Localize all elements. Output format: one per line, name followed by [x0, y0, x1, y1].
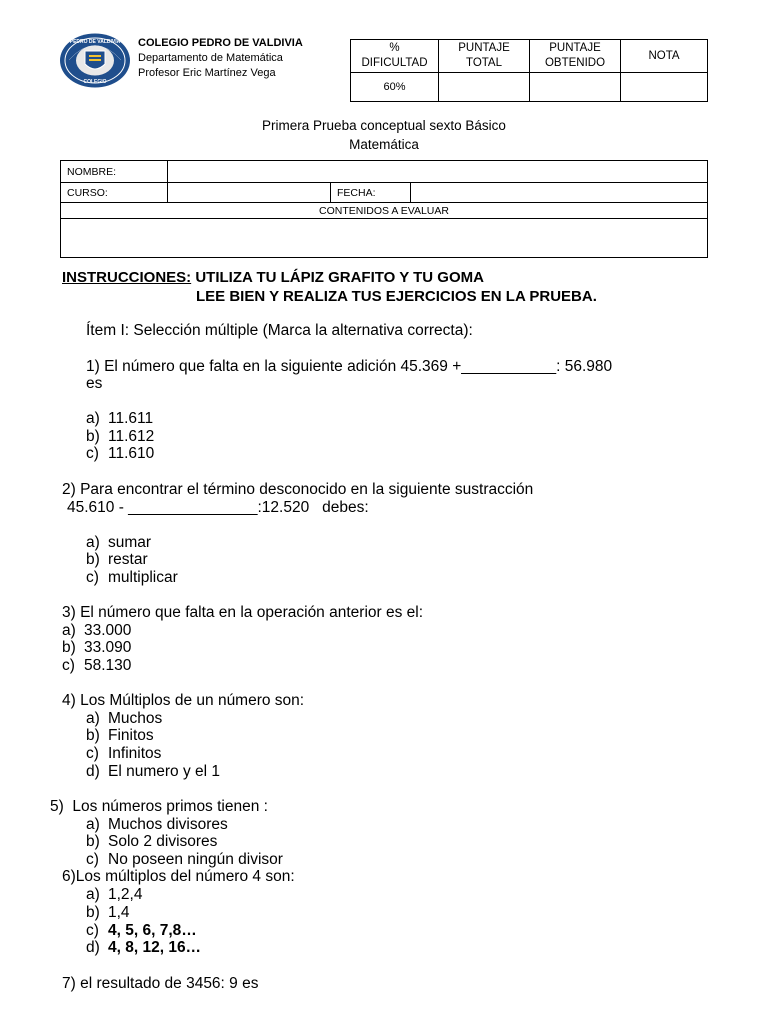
school-name: COLEGIO PEDRO DE VALDIVIA — [138, 37, 303, 49]
instructions-line1 — [62, 269, 484, 287]
q1-option-c[interactable] — [86, 445, 154, 463]
option-letter: a) — [86, 710, 100, 727]
option-letter: a) — [86, 816, 100, 833]
option-letter: a) — [86, 410, 100, 427]
total-score-cell[interactable] — [439, 73, 530, 102]
option-text: 11.610 — [108, 445, 155, 462]
instructions-label: INSTRUCCIONES: — [62, 269, 192, 286]
option-text: Muchos divisores — [108, 816, 228, 833]
option-letter: c) — [86, 569, 99, 586]
q4-option-c[interactable] — [86, 745, 161, 763]
q6-option-b[interactable] — [86, 904, 130, 922]
q6-option-c[interactable] — [86, 922, 197, 940]
option-text: Infinitos — [108, 745, 162, 762]
student-info-table — [60, 160, 708, 258]
option-text: 11.612 — [108, 428, 155, 445]
logo-text-bottom: COLEGIO — [83, 79, 107, 85]
difficulty-value: 60% — [351, 73, 439, 102]
option-text: restar — [108, 551, 148, 568]
option-text: Muchos — [108, 710, 163, 727]
department-name: Departamento de Matemática — [138, 52, 283, 64]
difficulty-header — [351, 40, 439, 73]
q5-option-b[interactable] — [86, 833, 217, 851]
q3-option-b[interactable] — [62, 639, 131, 657]
q4-option-d[interactable] — [86, 763, 220, 781]
grade-header: NOTA — [621, 40, 708, 73]
option-letter: c) — [62, 657, 75, 674]
total-score-header-line2: TOTAL — [466, 57, 502, 69]
question-3: 3) El número que falta en la operación anterior es el: — [62, 604, 424, 621]
question-1-cont: es — [86, 375, 103, 392]
option-letter: b) — [86, 833, 100, 850]
option-letter: b) — [86, 727, 100, 744]
option-text: multiplicar — [108, 569, 178, 586]
option-text: 33.090 — [84, 639, 132, 656]
date-field[interactable] — [411, 183, 708, 203]
option-letter: c) — [86, 745, 99, 762]
option-letter: b) — [86, 428, 100, 445]
course-field[interactable] — [168, 183, 331, 203]
option-letter: a) — [86, 534, 100, 551]
obtained-score-header-line2: OBTENIDO — [544, 57, 606, 69]
total-score-header — [439, 40, 530, 73]
score-table — [350, 39, 708, 102]
q1-option-a[interactable] — [86, 410, 153, 428]
obtained-score-cell[interactable] — [530, 73, 621, 102]
exam-title-line1: Primera Prueba conceptual sexto Básico — [262, 118, 506, 133]
obtained-score-header-line1: PUNTAJE — [549, 42, 601, 54]
question-2-cont: 45.610 - _______________:12.520 debes: — [67, 499, 369, 516]
question-6: 6)Los múltiplos del número 4 son: — [62, 868, 295, 885]
option-text: 58.130 — [84, 657, 132, 674]
q4-option-a[interactable] — [86, 710, 162, 728]
course-label: CURSO: — [61, 183, 168, 203]
option-text: 11.611 — [108, 410, 154, 427]
q5-option-c[interactable] — [86, 851, 283, 869]
option-letter: c) — [86, 922, 99, 939]
q4-option-b[interactable] — [86, 727, 154, 745]
contents-field[interactable] — [61, 218, 708, 257]
option-text: 1,4 — [108, 904, 130, 921]
obtained-score-header — [530, 40, 621, 73]
school-logo — [59, 33, 131, 88]
question-5: 5) Los números primos tienen : — [50, 798, 268, 815]
question-4: 4) Los Múltiplos de un número son: — [62, 692, 305, 709]
q3-option-c[interactable] — [62, 657, 131, 675]
option-letter: b) — [86, 904, 100, 921]
option-letter: c) — [86, 445, 99, 462]
exam-title — [0, 116, 768, 154]
q3-option-a[interactable] — [62, 622, 131, 640]
option-letter: b) — [86, 551, 100, 568]
option-text: sumar — [108, 534, 152, 551]
q6-option-d[interactable] — [86, 939, 201, 957]
option-text: El numero y el 1 — [108, 763, 220, 780]
teacher-name: Profesor Eric Martínez Vega — [138, 67, 276, 79]
difficulty-header-line1: % — [389, 42, 400, 54]
name-label: NOMBRE: — [61, 161, 168, 183]
option-text: 33.000 — [84, 622, 132, 639]
instructions-line2: LEE BIEN Y REALIZA TUS EJERCICIOS EN LA PRUEBA. — [196, 288, 597, 305]
q1-option-b[interactable] — [86, 428, 154, 446]
option-letter: a) — [62, 622, 76, 639]
option-text: 4, 8, 12, 16… — [108, 939, 202, 956]
question-7: 7) el resultado de 3456: 9 es — [62, 975, 259, 992]
total-score-header-line1: PUNTAJE — [458, 42, 510, 54]
option-text: 4, 5, 6, 7,8… — [108, 922, 197, 939]
option-letter: b) — [62, 639, 76, 656]
q2-option-c[interactable] — [86, 569, 178, 587]
option-text: No poseen ningún divisor — [108, 851, 283, 868]
option-text: Solo 2 divisores — [108, 833, 218, 850]
name-field[interactable] — [168, 161, 708, 183]
option-text: Finitos — [108, 727, 154, 744]
option-text: 1,2,4 — [108, 886, 143, 903]
grade-cell[interactable] — [621, 73, 708, 102]
contents-label: CONTENIDOS A EVALUAR — [61, 203, 708, 218]
logo-text-top: PEDRO DE VALDIVIA — [69, 39, 121, 45]
option-letter: a) — [86, 886, 100, 903]
exam-subject: Matemática — [349, 137, 419, 152]
q5-option-a[interactable] — [86, 816, 228, 834]
item-title: Ítem I: Selección múltiple (Marca la alternativa correcta): — [86, 322, 473, 339]
option-letter: d) — [86, 939, 100, 956]
instructions-text1: UTILIZA TU LÁPIZ GRAFITO Y TU GOMA — [191, 269, 484, 286]
date-label: FECHA: — [331, 183, 411, 203]
q2-option-b[interactable] — [86, 551, 148, 569]
q2-option-a[interactable] — [86, 534, 151, 552]
difficulty-header-line2: DIFICULTAD — [361, 57, 428, 69]
question-2: 2) Para encontrar el término desconocido en la siguiente sustracción — [62, 481, 534, 498]
option-letter: c) — [86, 851, 99, 868]
question-1: 1) El número que falta en la siguiente adición 45.369 +___________: 56.980 — [86, 358, 613, 375]
q6-option-a[interactable] — [86, 886, 142, 904]
option-letter: d) — [86, 763, 100, 780]
school-info — [138, 36, 303, 81]
